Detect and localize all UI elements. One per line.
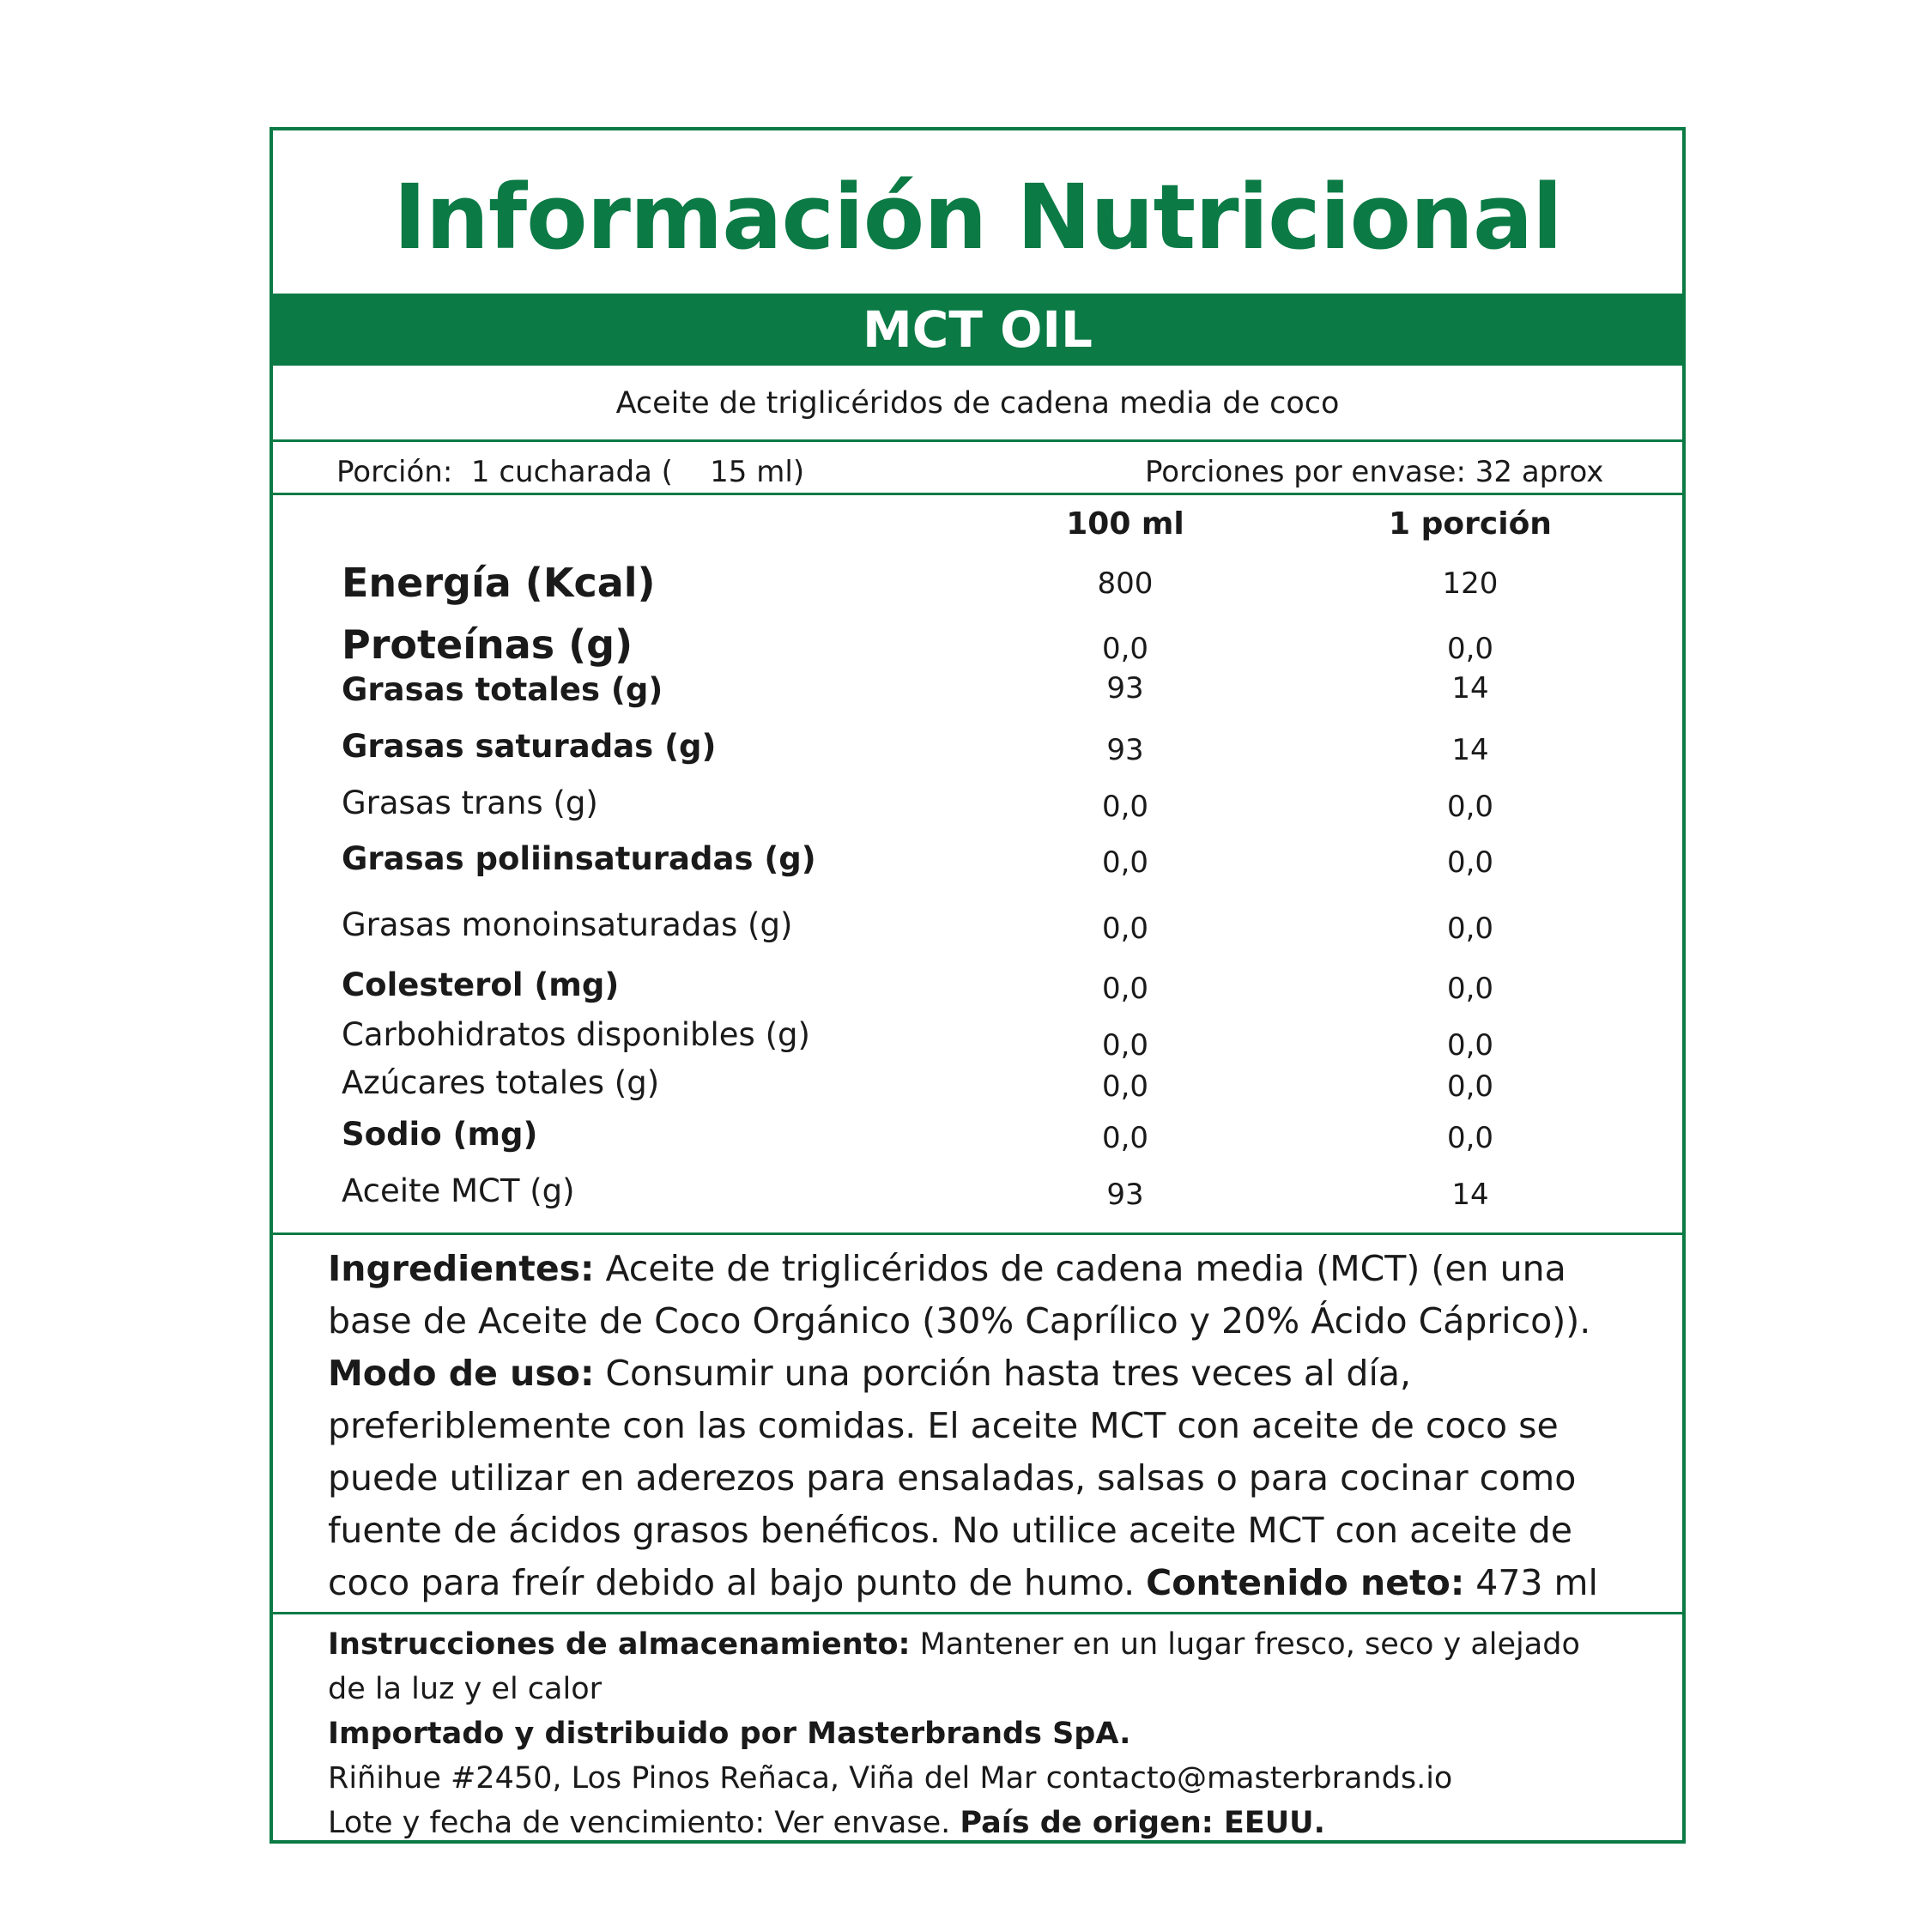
divider (273, 439, 1682, 442)
origin-text: País de origen: EEUU. (960, 1806, 1325, 1840)
storage-text: Mantener en un lugar fresco, seco y alejado (910, 1627, 1580, 1662)
usage-section (328, 1348, 1648, 1609)
usage-text: Consumir una porción hasta tres veces al día, preferiblemente con las comidas. El aceite MCT con aceite de coco se puede utilizar en aderezos para ensaladas, salsas o para cocinar como fuente de ácidos grasos benéficos. No utilice aceite MCT con aceite de coco para freír debido al bajo punto de humo. (328, 1353, 1577, 1603)
nutrient-value-100ml: 93 (1106, 733, 1144, 767)
nutrient-value-portion: 0,0 (1446, 1028, 1494, 1063)
nutrient-name: Azúcares totales (g) (342, 1064, 660, 1101)
nutrient-row (273, 1116, 1682, 1159)
label-title: Información Nutricional (393, 165, 1562, 270)
lot-text: Lote y fecha de vencimiento: Ver envase. (328, 1806, 960, 1840)
lot-and-origin (328, 1801, 1648, 1845)
storage-instructions (328, 1622, 1648, 1711)
nutrient-value-100ml: 0,0 (1101, 1028, 1149, 1063)
nutrient-value-portion: 0,0 (1446, 1069, 1494, 1104)
divider (273, 1232, 1682, 1235)
column-header-100ml: 100 ml (1066, 506, 1184, 542)
nutrient-value-portion: 120 (1442, 566, 1499, 601)
nutrient-row (273, 840, 1682, 883)
nutrient-row (273, 784, 1682, 827)
ingredients-section (328, 1243, 1648, 1348)
product-name-bar: MCT OIL (273, 294, 1682, 366)
storage-text-2: de la luz y el calor (328, 1672, 603, 1706)
nutrient-value-portion: 0,0 (1446, 790, 1494, 824)
importer-address: Riñihue #2450, Los Pinos Reñaca, Viña del Mar contacto@masterbrands.io (328, 1761, 1453, 1796)
nutrient-name: Aceite MCT (g) (342, 1172, 575, 1209)
nutrient-value-100ml: 0,0 (1101, 1121, 1149, 1155)
nutrient-row (273, 728, 1682, 771)
nutrient-name: Grasas saturadas (g) (342, 728, 717, 765)
divider (273, 1612, 1682, 1614)
nutrient-value-portion: 0,0 (1446, 1121, 1494, 1155)
ingredients-text: Aceite de triglicéridos de cadena media (MCT) (en una base de Aceite de Coco Orgánico (30% Caprílico y 20% Ácido Cáprico)). (328, 1248, 1591, 1341)
nutrient-value-100ml: 0,0 (1101, 972, 1149, 1006)
portion-size: Porción: 1 cucharada ( 15 ml) (336, 455, 805, 489)
nutrient-row (273, 1172, 1682, 1215)
nutrient-value-100ml: 0,0 (1101, 1069, 1149, 1104)
ingredients-label: Ingredientes: (328, 1248, 595, 1289)
nutrient-value-100ml: 0,0 (1101, 845, 1149, 880)
nutrition-label (270, 127, 1686, 1844)
nutrient-row (273, 906, 1682, 949)
nutrient-value-portion: 0,0 (1446, 632, 1494, 666)
nutrient-value-portion: 14 (1451, 671, 1489, 706)
nutrient-value-100ml: 93 (1106, 671, 1144, 706)
nutrient-value-portion: 14 (1451, 1178, 1489, 1212)
servings-per-container: Porciones por envase: 32 aprox (1145, 455, 1604, 489)
product-description: Aceite de triglicéridos de cadena media de coco (615, 386, 1340, 421)
nutrient-value-100ml: 0,0 (1101, 632, 1149, 666)
divider (273, 493, 1682, 495)
column-header-portion: 1 porción (1389, 506, 1552, 542)
nutrient-value-portion: 0,0 (1446, 845, 1494, 880)
net-content-label: Contenido neto: (1146, 1562, 1465, 1603)
nutrient-name: Carbohidratos disponibles (g) (342, 1016, 810, 1053)
importer-line: Importado y distribuido por Masterbrands SpA. (328, 1717, 1131, 1751)
nutrient-row (273, 560, 1682, 606)
nutrient-value-100ml: 93 (1106, 1178, 1144, 1212)
nutrient-value-100ml: 800 (1097, 566, 1154, 601)
nutrient-name: Grasas totales (g) (342, 671, 663, 708)
storage-label: Instrucciones de almacenamiento: (328, 1627, 911, 1662)
nutrient-row (273, 671, 1682, 714)
nutrient-value-portion: 14 (1451, 733, 1489, 767)
nutrient-name: Grasas poliinsaturadas (g) (342, 840, 816, 877)
nutrient-row (273, 621, 1682, 668)
nutrient-value-100ml: 0,0 (1101, 911, 1149, 946)
nutrient-value-portion: 0,0 (1446, 972, 1494, 1006)
nutrient-row (273, 1064, 1682, 1107)
nutrient-name: Grasas monoinsaturadas (g) (342, 906, 793, 943)
nutrient-row (273, 966, 1682, 1009)
usage-label: Modo de uso: (328, 1353, 595, 1394)
nutrient-value-100ml: 0,0 (1101, 790, 1149, 824)
net-content-value: 473 ml (1464, 1562, 1598, 1603)
nutrient-value-portion: 0,0 (1446, 911, 1494, 946)
nutrient-name: Grasas trans (g) (342, 784, 598, 821)
nutrient-name: Sodio (mg) (342, 1116, 538, 1153)
nutrient-row (273, 1016, 1682, 1063)
nutrient-name: Energía (Kcal) (342, 560, 656, 606)
nutrient-name: Colesterol (mg) (342, 966, 620, 1003)
nutrient-name: Proteínas (g) (342, 621, 633, 668)
